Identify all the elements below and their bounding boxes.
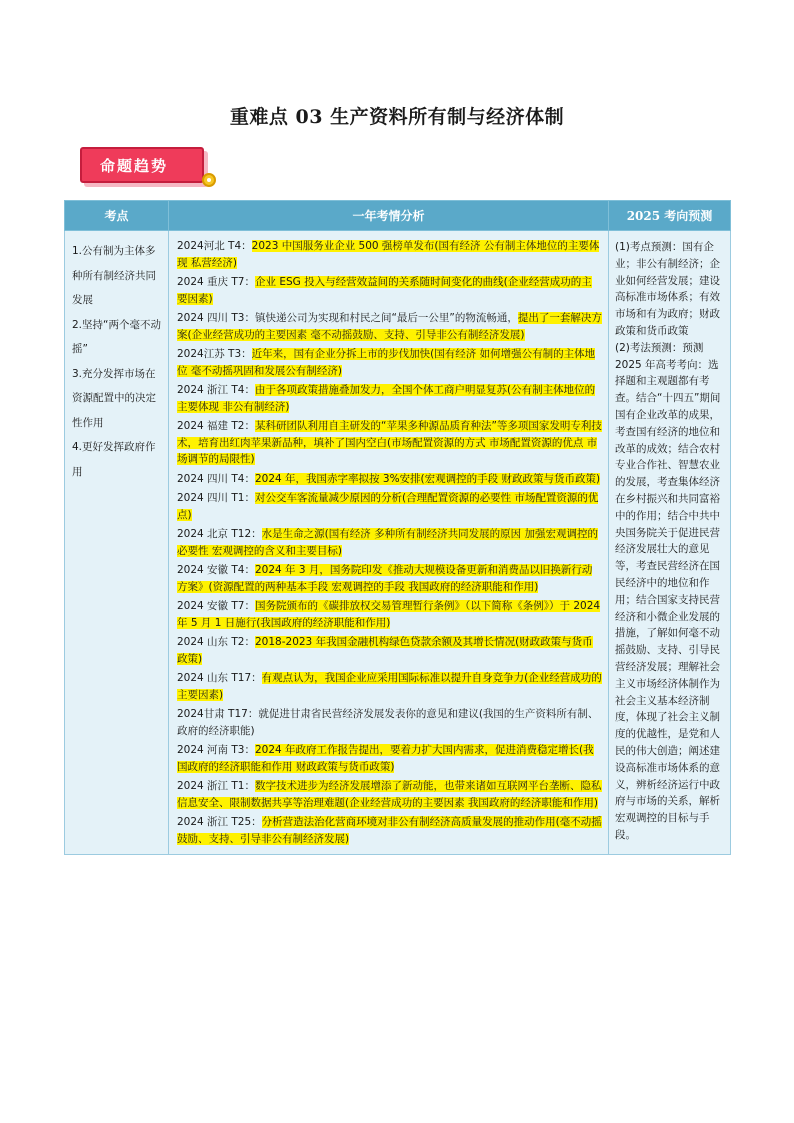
analysis-item: [177, 310, 602, 343]
analysis-highlight: 2023 中国服务业企业 500 强榜单发布(国有经济 公有制主体地位的主要体现 私营经济): [177, 240, 600, 269]
exam-point-item: 1.公有制为主体多种所有制经济共同发展: [72, 245, 156, 306]
header-forecast: 2025 考向预测: [609, 201, 731, 231]
analysis-item: [177, 471, 602, 488]
analysis-item: [177, 346, 602, 379]
table-row: [65, 231, 731, 855]
analysis-source: 2024江苏 T3：: [177, 348, 252, 360]
analysis-source: 2024 浙江 T4：: [177, 384, 255, 396]
analysis-source: 2024 山东 T17：: [177, 672, 262, 684]
analysis-highlight: 分析营造法治化营商环境对非公有制经济高质量发展的推动作用(毫不动摇鼓励、支持、引导非公有制经济发展): [177, 816, 602, 845]
analysis-source: 2024 北京 T12：: [177, 528, 262, 540]
points-list: [65, 231, 168, 484]
analysis-highlight: 水是生命之源(国有经济 多种所有制经济共同发展的原因 加强宏观调控的必要性 宏观调控的含义和主要目标): [177, 528, 598, 557]
analysis-highlight: 企业 ESG 投入与经营效益间的关系随时间变化的曲线(企业经营成功的主要因素): [177, 276, 592, 305]
analysis-highlight: 2024 年，我国赤字率拟按 3%安排(宏观调控的手段 财政政策与货币政策): [255, 472, 601, 485]
analysis-cell: [169, 231, 609, 855]
analysis-source: 2024 浙江 T25：: [177, 816, 262, 828]
trend-badge: [80, 147, 212, 189]
analysis-source: 2024 四川 T4：: [177, 472, 255, 485]
analysis-source: 2024 浙江 T1：: [177, 780, 255, 792]
analysis-highlight: 数字技术进步为经济发展增添了新动能，也带来诸如互联网平台垄断、隐私信息安全、限制数据共享等治理难题(企业经营成功的主要因素 我国政府的经济职能和作用): [177, 780, 602, 809]
analysis-item: [177, 634, 602, 667]
header-analysis: 一年考情分析: [169, 201, 609, 231]
exam-point-item: 2.坚持“两个毫不动摇”: [72, 318, 161, 355]
analysis-item: [177, 382, 602, 415]
analysis-item: [177, 238, 602, 271]
analysis-highlight: 某科研团队利用自主研发的“苹果多种源品质育种法”等多项国家发明专利技术，培育出红肉苹果新品种，填补了国内空白(市场配置资源的方式 市场配置资源的优点 市场调节的局限性): [177, 420, 602, 465]
forecast-paragraph: (1)考点预测：国有企业；非公有制经济；企业如何经营发展；建设高标准市场体系；有效市场和有为政府；财政政策和货币政策 (2)考法预测：预测2025 年高考考向：选择题和主观题都有考查。结合“十四五”期间国有企业改革的成果，考查国有经济的地位和改革的成效；结合农村专业合作社、智慧农业的发展，考查集体经济在乡村振兴和共同富裕中的作用；结合中共中央国务院关于促进民营经济发展壮大的意见等，考查民营经济在国民经济中的地位和作用；结合国家支持民营经济和小微企业发展的措施，了解如何毫不动摇鼓励、支持、引导民营经济发展；理解社会主义市场经济体制作为社会主义基本经济制度，体现了社会主义制度的优越性，是党和人民的伟大创造；阐述建设高标准市场体系的意义，辨析经济运行中政府与市场的关系，解析宏观调控的目标与手段。: [615, 241, 721, 841]
analysis-highlight: 2024 年 3 月，国务院印发《推动大规模设备更新和消费品以旧换新行动方案》(资源配置的两种基本手段 宏观调控的手段 我国政府的经济职能和作用): [177, 564, 593, 593]
analysis-source: 2024甘肃 T17：就促进甘肃省民营经济发展发表你的意见和建议(我国的生产资料所有制、政府的经济职能): [177, 708, 599, 737]
analysis-source: 2024 福建 T2：: [177, 420, 255, 432]
analysis-item: [177, 490, 602, 523]
analysis-item: [177, 814, 602, 847]
analysis-item: [177, 706, 602, 739]
analysis-item: [177, 418, 602, 468]
analysis-item: [177, 562, 602, 595]
analysis-highlight: 2018-2023 年我国金融机构绿色贷款余额及其增长情况(财政政策与货币政策): [177, 636, 593, 665]
analysis-highlight: 近年来，国有企业分拆上市的步伐加快(国有经济 如何增强公有制的主体地位 毫不动摇巩固和发展公有制经济): [177, 348, 596, 377]
analysis-item: [177, 778, 602, 811]
analysis-highlight: 有观点认为，我国企业应采用国际标准以提升自身竞争力(企业经营成功的主要因素): [177, 672, 602, 701]
table-header-row: [65, 201, 731, 231]
exam-point-item: 4.更好发挥政府作用: [72, 441, 156, 478]
analysis-source: 2024 安徽 T7：: [177, 600, 255, 612]
analysis-item: [177, 670, 602, 703]
analysis-highlight: 国务院颁布的《碳排放权交易管理暂行条例》（以下简称《条例》）于 2024 年 5 月 1 日施行(我国政府的经济职能和作用): [177, 600, 601, 629]
analysis-list: [169, 231, 608, 854]
points-cell: [65, 231, 169, 855]
analysis-item: [177, 526, 602, 559]
forecast-text: [609, 231, 730, 844]
analysis-source: 2024 河南 T3：: [177, 744, 255, 756]
analysis-highlight: 2024 年政府工作报告提出，要着力扩大国内需求，促进消费稳定增长(我国政府的经济职能和作用 财政政策与货币政策): [177, 744, 594, 773]
analysis-item: [177, 598, 602, 631]
ring-icon: [202, 173, 216, 187]
forecast-cell: [609, 231, 731, 855]
analysis-source: 2024 山东 T2：: [177, 636, 255, 648]
analysis-source: 2024 四川 T3：镇快递公司为实现和村民之间“最后一公里”的物流畅通，: [177, 312, 518, 324]
analysis-source: 2024河北 T4：: [177, 240, 252, 252]
page-title: 重难点 03 生产资料所有制与经济体制: [229, 106, 565, 128]
exam-analysis-table: [64, 200, 731, 855]
analysis-highlight: 对公交车客流量减少原因的分析(合理配置资源的必要性 市场配置资源的优点): [177, 492, 599, 521]
analysis-highlight: 提出了一套解决方案(企业经营成功的主要因素 毫不动摇鼓励、支持、引导非公有制经济发展): [177, 312, 602, 341]
analysis-item: [177, 742, 602, 775]
analysis-source: 2024 安徽 T4：: [177, 564, 255, 576]
header-points: 考点: [65, 201, 169, 231]
badge-label: 命题趋势: [80, 147, 204, 183]
analysis-source: 2024 四川 T1：: [177, 492, 255, 504]
analysis-source: 2024 重庆 T7：: [177, 276, 255, 288]
exam-point-item: 3.充分发挥市场在资源配置中的决定性作用: [72, 367, 156, 429]
analysis-item: [177, 274, 602, 307]
analysis-highlight: 由于各项政策措施叠加发力，全国个体工商户明显复苏(公有制主体地位的主要体现 非公有制经济): [177, 384, 596, 413]
